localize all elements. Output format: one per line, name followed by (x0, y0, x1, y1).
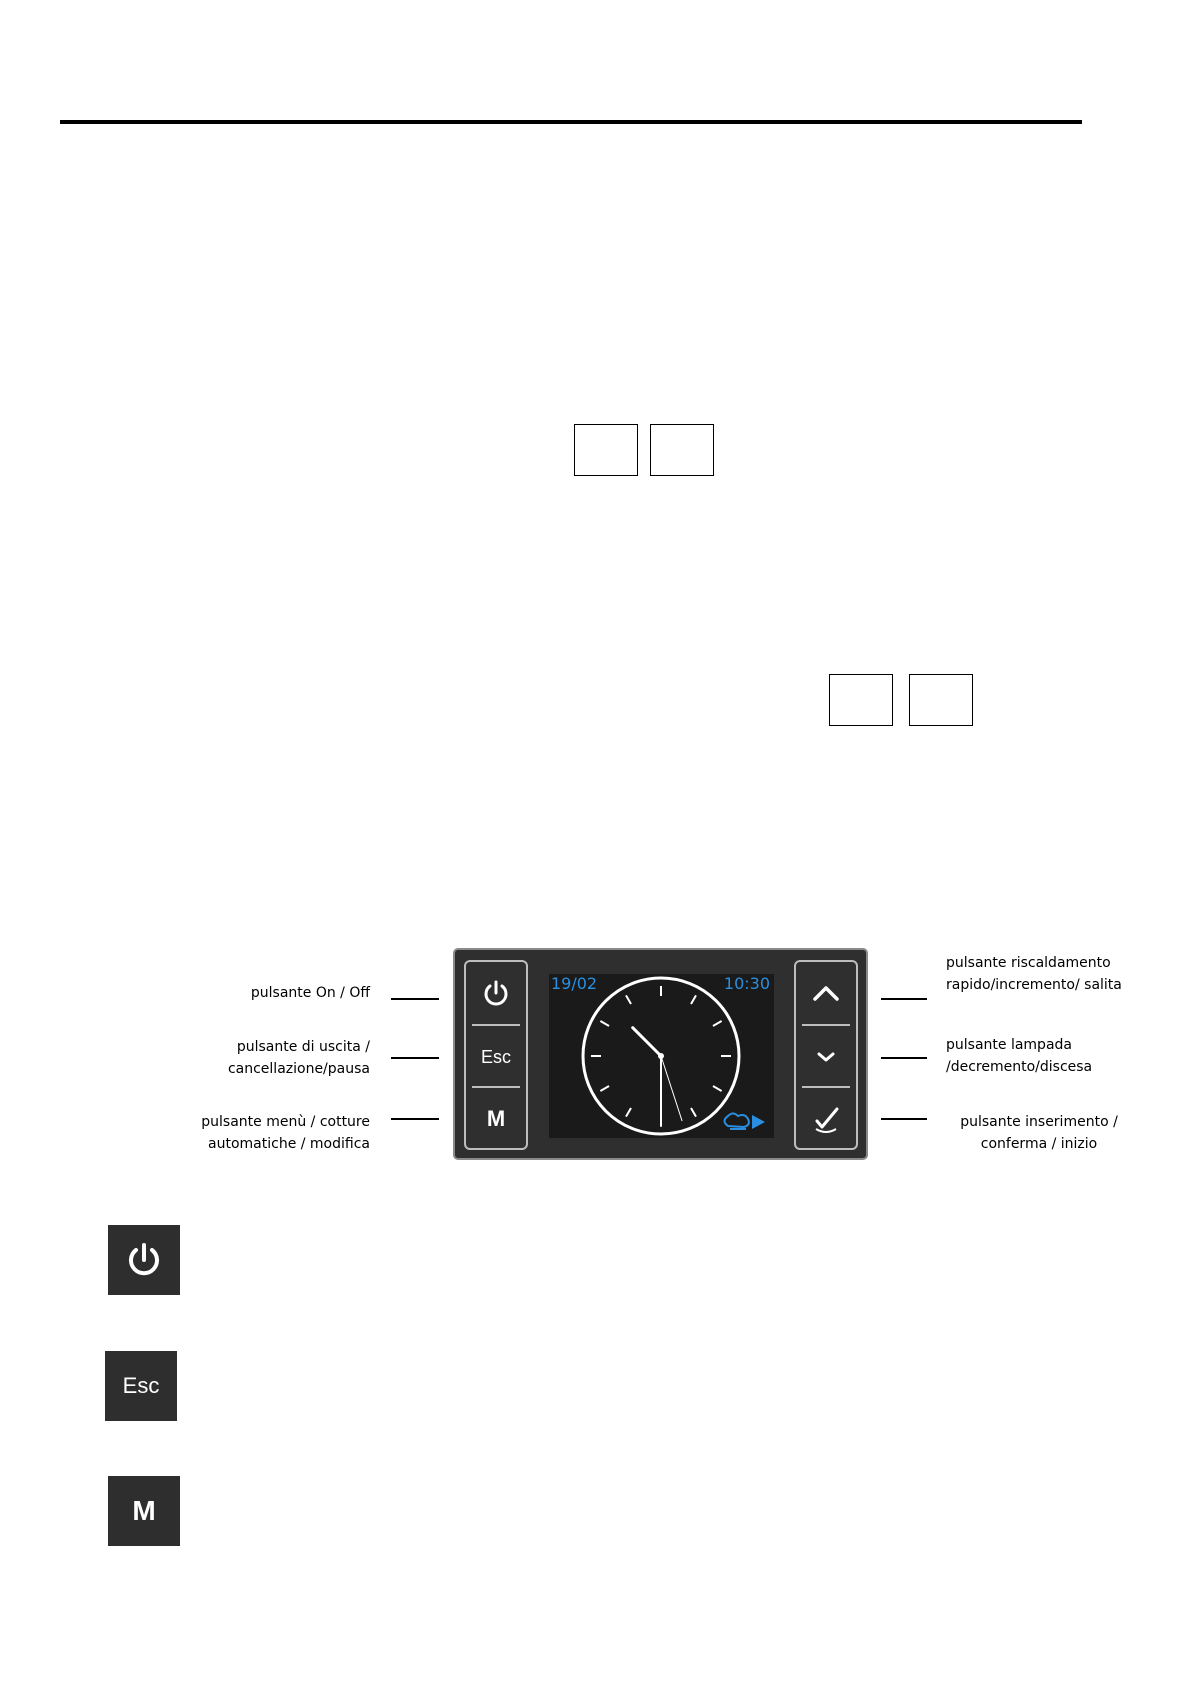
screen-date: 19/02 (551, 974, 598, 993)
label-menu: pulsante menù / cotture automatiche / modifica (201, 1114, 370, 1152)
chevron-up-icon (812, 983, 840, 1003)
clock-tick (626, 995, 631, 1004)
leader-line (391, 1118, 439, 1120)
chevron-down-icon (816, 1050, 836, 1064)
clock-tick (713, 1086, 722, 1091)
esc-button[interactable] (466, 1026, 526, 1088)
power-button[interactable] (466, 962, 526, 1024)
esc-label: Esc (480, 1046, 511, 1067)
clock-center (658, 1053, 664, 1059)
up-button[interactable] (796, 962, 856, 1024)
steam-icon (725, 1114, 749, 1130)
label-down: pulsante lampada /decremento/discesa (946, 1037, 1093, 1075)
clock-tick (713, 1021, 722, 1026)
leader-line (881, 1057, 927, 1059)
clock-tick (691, 1108, 696, 1117)
clock-tick (600, 1021, 609, 1026)
down-button[interactable] (796, 1026, 856, 1088)
second-hand (661, 1056, 682, 1121)
top-rule (60, 120, 1082, 124)
label-esc: pulsante di uscita / cancellazione/pausa (227, 1039, 370, 1077)
power-icon (481, 978, 511, 1008)
left-button-column (464, 960, 528, 1150)
legend-esc-label: Esc (122, 1373, 160, 1398)
empty-box (909, 674, 973, 726)
legend-menu-icon (108, 1476, 180, 1546)
legend-esc-icon (105, 1351, 177, 1421)
clock-tick (600, 1086, 609, 1091)
legend-power-icon (108, 1225, 180, 1295)
right-button-column (794, 960, 858, 1150)
label-up: pulsante riscaldamento rapido/incremento/ salita (946, 955, 1122, 993)
clock-tick (691, 995, 696, 1004)
empty-box (650, 424, 714, 476)
leader-line (881, 998, 927, 1000)
legend-menu-label: M (132, 1495, 156, 1526)
label-on-off: pulsante On / Off (250, 985, 370, 1001)
clock-tick (626, 1108, 631, 1117)
analog-clock (549, 974, 774, 1138)
confirm-check-icon (810, 1103, 842, 1135)
display-screen (549, 974, 774, 1138)
leader-line (391, 1057, 439, 1059)
menu-label: M (486, 1106, 506, 1131)
leader-line (391, 998, 439, 1000)
label-confirm: pulsante inserimento / conferma / inizio (960, 1114, 1118, 1152)
empty-box (829, 674, 893, 726)
empty-box (574, 424, 638, 476)
confirm-button[interactable] (796, 1088, 856, 1150)
power-icon (124, 1240, 164, 1280)
menu-button[interactable] (466, 1088, 526, 1150)
hour-hand (633, 1028, 661, 1056)
leader-line (881, 1118, 927, 1120)
play-arrow-icon (752, 1115, 765, 1129)
screen-time: 10:30 (723, 974, 770, 993)
